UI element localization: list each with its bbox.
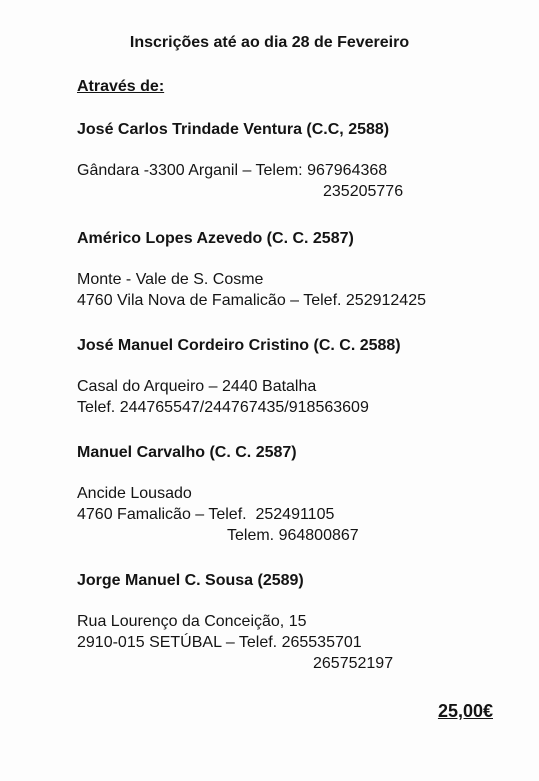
contact-line: Monte - Vale de S. Cosme (77, 271, 264, 288)
contact-block (77, 228, 426, 311)
contact-line: Telem. 964800867 (227, 527, 359, 544)
contact-line: 4760 Vila Nova de Famalicão – Telef. 252912425 (77, 292, 426, 309)
contact-line: Casal do Arqueiro – 2440 Batalha (77, 378, 317, 395)
contact-name: José Manuel Cordeiro Cristino (C. C. 2588) (77, 337, 401, 354)
contact-name: Manuel Carvalho (C. C. 2587) (77, 444, 297, 461)
contact-name: Américo Lopes Azevedo (C. C. 2587) (77, 230, 354, 247)
contact-name: Jorge Manuel C. Sousa (2589) (77, 572, 304, 589)
price-label: 25,00€ (437, 701, 493, 721)
contact-line: Ancide Lousado (77, 485, 192, 502)
via-heading: Através de: (77, 78, 165, 95)
contact-line: Rua Lourenço da Conceição, 15 (77, 613, 307, 630)
contact-block (77, 335, 401, 418)
contact-block (77, 570, 393, 674)
contact-line: Telef. 244765547/244767435/918563609 (77, 399, 369, 416)
page-title: Inscrições até ao dia 28 de Fevereiro (129, 34, 410, 51)
contact-line: 4760 Famalicão – Telef. 252491105 (77, 506, 335, 523)
contact-line: 2910-015 SETÚBAL – Telef. 265535701 (77, 634, 362, 651)
contact-line: 265752197 (313, 655, 394, 672)
contact-block (77, 442, 359, 546)
contact-block (77, 119, 403, 202)
contact-line: Gândara -3300 Arganil – Telem: 967964368 (77, 162, 388, 179)
contact-name: José Carlos Trindade Ventura (C.C, 2588) (77, 121, 390, 138)
contact-line: 235205776 (323, 183, 404, 200)
